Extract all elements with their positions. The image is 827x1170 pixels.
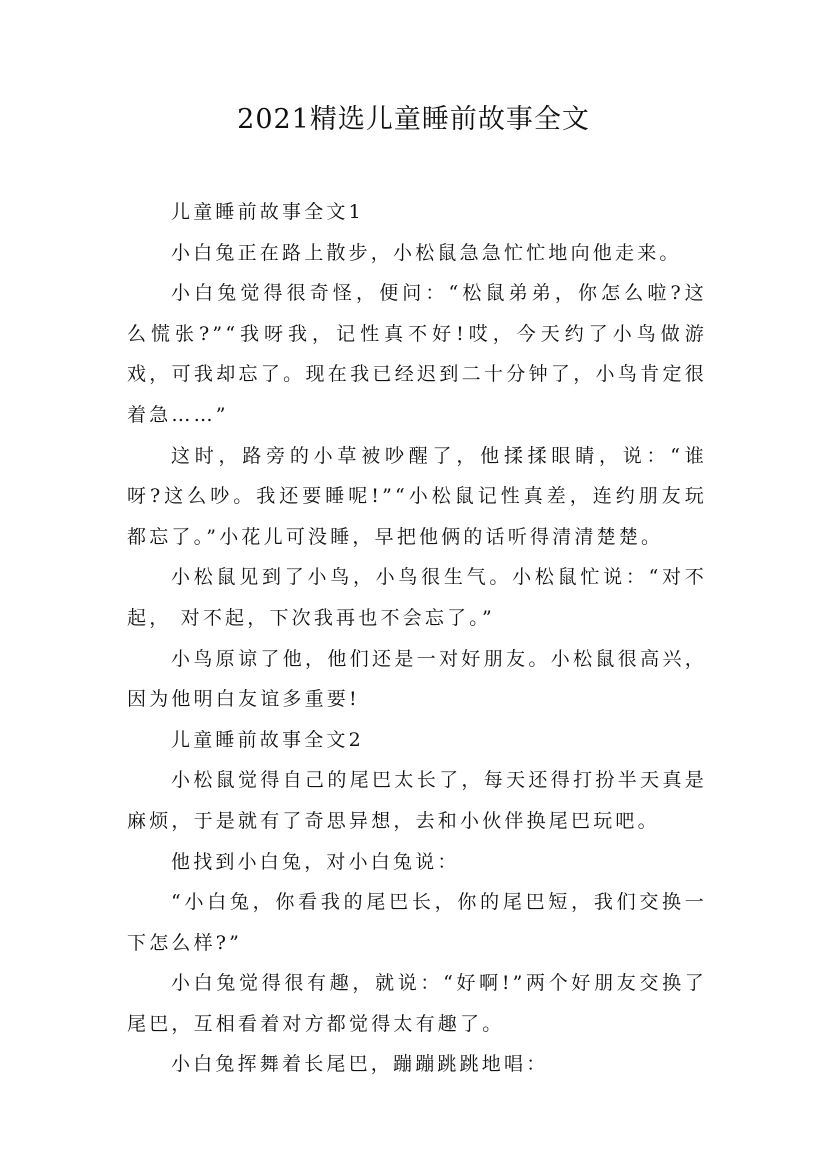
- paragraph: 小白兔正在路上散步，小松鼠急急忙忙地向他走来。: [171, 241, 682, 264]
- section-heading-1: 儿童睡前故事全文1: [171, 201, 364, 223]
- paragraph: 小鸟原谅了他，他们还是一对好朋友。小松鼠很高兴，因为他明白友谊多重要!: [127, 647, 707, 711]
- document-title: 2021精选儿童睡前故事全文: [237, 104, 590, 135]
- paragraph: 小松鼠觉得自己的尾巴太长了，每天还得打扮半天真是麻烦，于是就有了奇思异想，去和小伙伴换尾巴玩吧。: [127, 769, 707, 832]
- paragraph: 这时，路旁的小草被吵醒了，他揉揉眼睛，说：“谁呀?这么吵。我还要睡呢!”“小松鼠记性真差，连约朋友玩都忘了。”小花儿可没睡，早把他俩的话听得清清楚楚。: [127, 444, 707, 548]
- paragraph: 他找到小白兔，对小白兔说：: [171, 850, 460, 873]
- paragraph: “小白兔，你看我的尾巴长，你的尾巴短，我们交换一下怎么样?”: [127, 891, 707, 954]
- paragraph: 小白兔挥舞着长尾巴，蹦蹦跳跳地唱：: [171, 1053, 549, 1076]
- paragraph: 小白兔觉得很奇怪，便问：“松鼠弟弟，你怎么啦?这么慌张?”“我呀我，记性真不好!哎，今天约了小鸟做游戏，可我却忘了。现在我已经迟到二十分钟了，小鸟肯定很着急……”: [127, 282, 707, 426]
- paragraph: 小白兔觉得很有趣，就说：“好啊!”两个好朋友交换了尾巴，互相看着对方都觉得太有趣了。: [127, 972, 707, 1035]
- document-body: [127, 192, 707, 1085]
- section-heading-2: 儿童睡前故事全文2: [171, 728, 364, 751]
- paragraph: 小松鼠见到了小鸟，小鸟很生气。小松鼠忙说：“对不起， 对不起，下次我再也不会忘了。”: [127, 566, 707, 629]
